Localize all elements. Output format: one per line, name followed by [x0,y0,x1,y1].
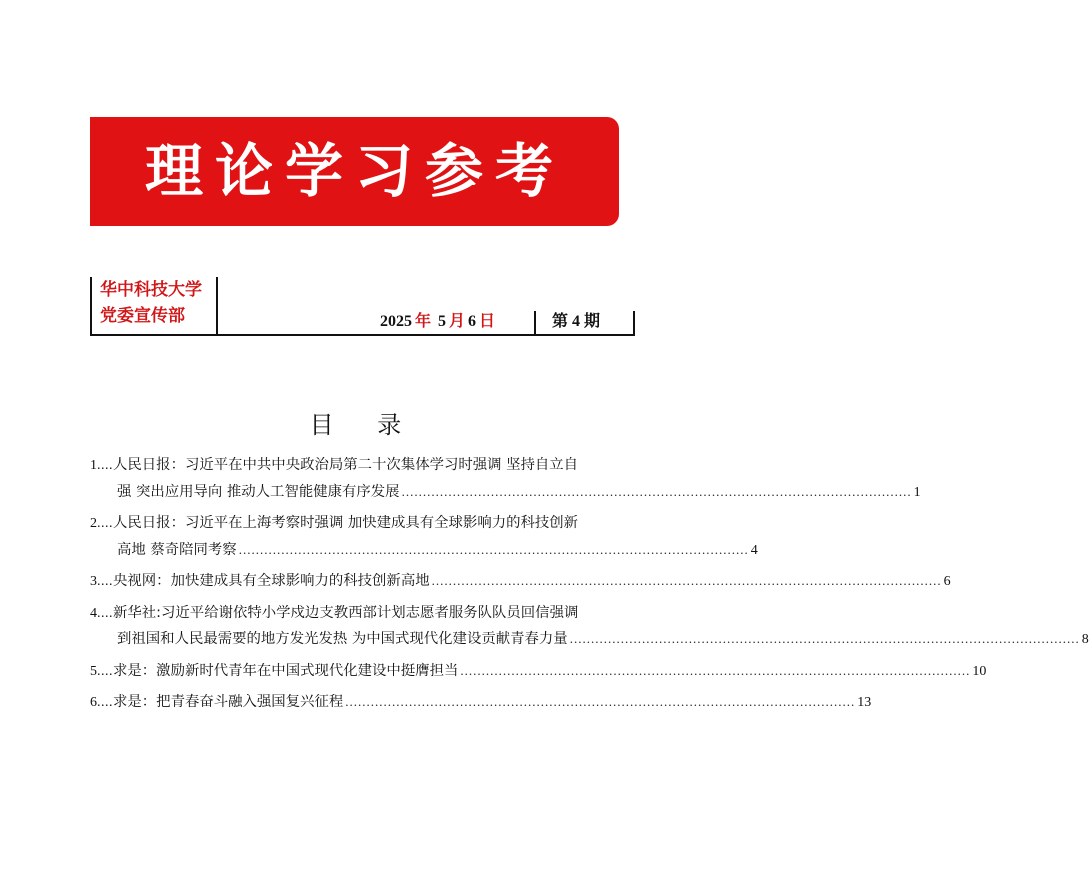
toc-entry-page: 4 [750,542,758,558]
publication-title: 理论学习参考 [145,137,566,205]
toc-entry[interactable] [90,568,951,595]
issue-number: 第 4 期 [552,313,601,330]
dot-leader: ........................................................................................................................ [431,573,942,588]
toc-entry-dots: .... [97,695,113,710]
toc-entry-dots: .... [97,458,113,473]
issue-date [380,311,498,333]
issue-separator [534,311,536,334]
toc-entry[interactable] [90,689,872,716]
table-of-contents [90,452,1089,721]
org-department: 党委宣传部 [100,306,185,326]
toc-entry-title[interactable]: 求是：把青春奋斗融入强国复兴征程 [113,694,344,710]
toc-entry[interactable] [90,452,921,505]
toc-entry-number: 4 [90,605,97,621]
toc-entry-dots: .... [97,605,113,621]
toc-entry-title[interactable]: 央视网：加快建成具有全球影响力的科技创新高地 [113,573,430,589]
date-day-unit: 日 [479,313,496,330]
date-month: 5 [438,313,447,330]
toc-entry[interactable] [90,510,758,563]
toc-entry-dots: .... [97,574,113,589]
header-rule [90,334,635,336]
toc-entry-title[interactable]: 人民日报：习近平在上海考察时强调 加快建成具有全球影响力的科技创新 [113,515,579,531]
toc-entry-title[interactable]: 人民日报：习近平在中共中央政治局第二十次集体学习时强调 坚持自立自 [113,457,579,473]
date-day: 6 [468,313,477,330]
toc-entry-dots: .... [97,663,113,679]
organization-box [90,277,218,334]
toc-entry-number: 2 [90,516,97,531]
dot-leader: ........................................................................................................................ [345,694,856,709]
dot-leader: ........................................................................................................................ [401,483,912,499]
toc-entry-page: 8 [1081,632,1089,647]
toc-entry-number: 3 [90,574,97,589]
date-year-unit: 年 [415,313,432,330]
date-year: 2025 [380,313,412,330]
toc-entry-number: 6 [90,695,97,710]
toc-entry-title[interactable]: 求是：激励新时代青年在中国式现代化建设中挺膺担当 [113,662,459,679]
toc-entry[interactable] [90,658,987,685]
dot-leader: ........................................................................................................................ [460,662,971,678]
toc-heading: 目 录 [309,411,420,439]
date-month-unit: 月 [449,313,466,330]
toc-entry-page: 6 [943,574,951,589]
toc-entry-number: 5 [90,663,97,679]
toc-entry-page: 10 [972,663,987,679]
dot-leader: ........................................................................................................................ [238,541,749,557]
toc-entry[interactable] [90,600,1089,653]
toc-entry-page: 13 [857,695,872,710]
toc-entry-number: 1 [90,458,97,473]
toc-entry-dots: .... [97,516,113,531]
toc-entry-page: 1 [913,484,921,500]
toc-entry-title-cont[interactable]: 高地 蔡奇陪同考察 [117,541,237,558]
org-university: 华中科技大学 [100,280,202,300]
toc-entry-title-cont[interactable]: 强 突出应用导向 推动人工智能健康有序发展 [117,483,400,500]
toc-entry-title-cont[interactable]: 到祖国和人民最需要的地方发光发热 为中国式现代化建设贡献青春力量 [117,631,568,647]
dot-leader: ........................................................................................................................ [569,631,1080,646]
issue-end-rule [633,311,635,334]
toc-entry-title[interactable]: 新华社:习近平给谢依特小学戍边支教西部计划志愿者服务队队员回信强调 [113,604,579,621]
